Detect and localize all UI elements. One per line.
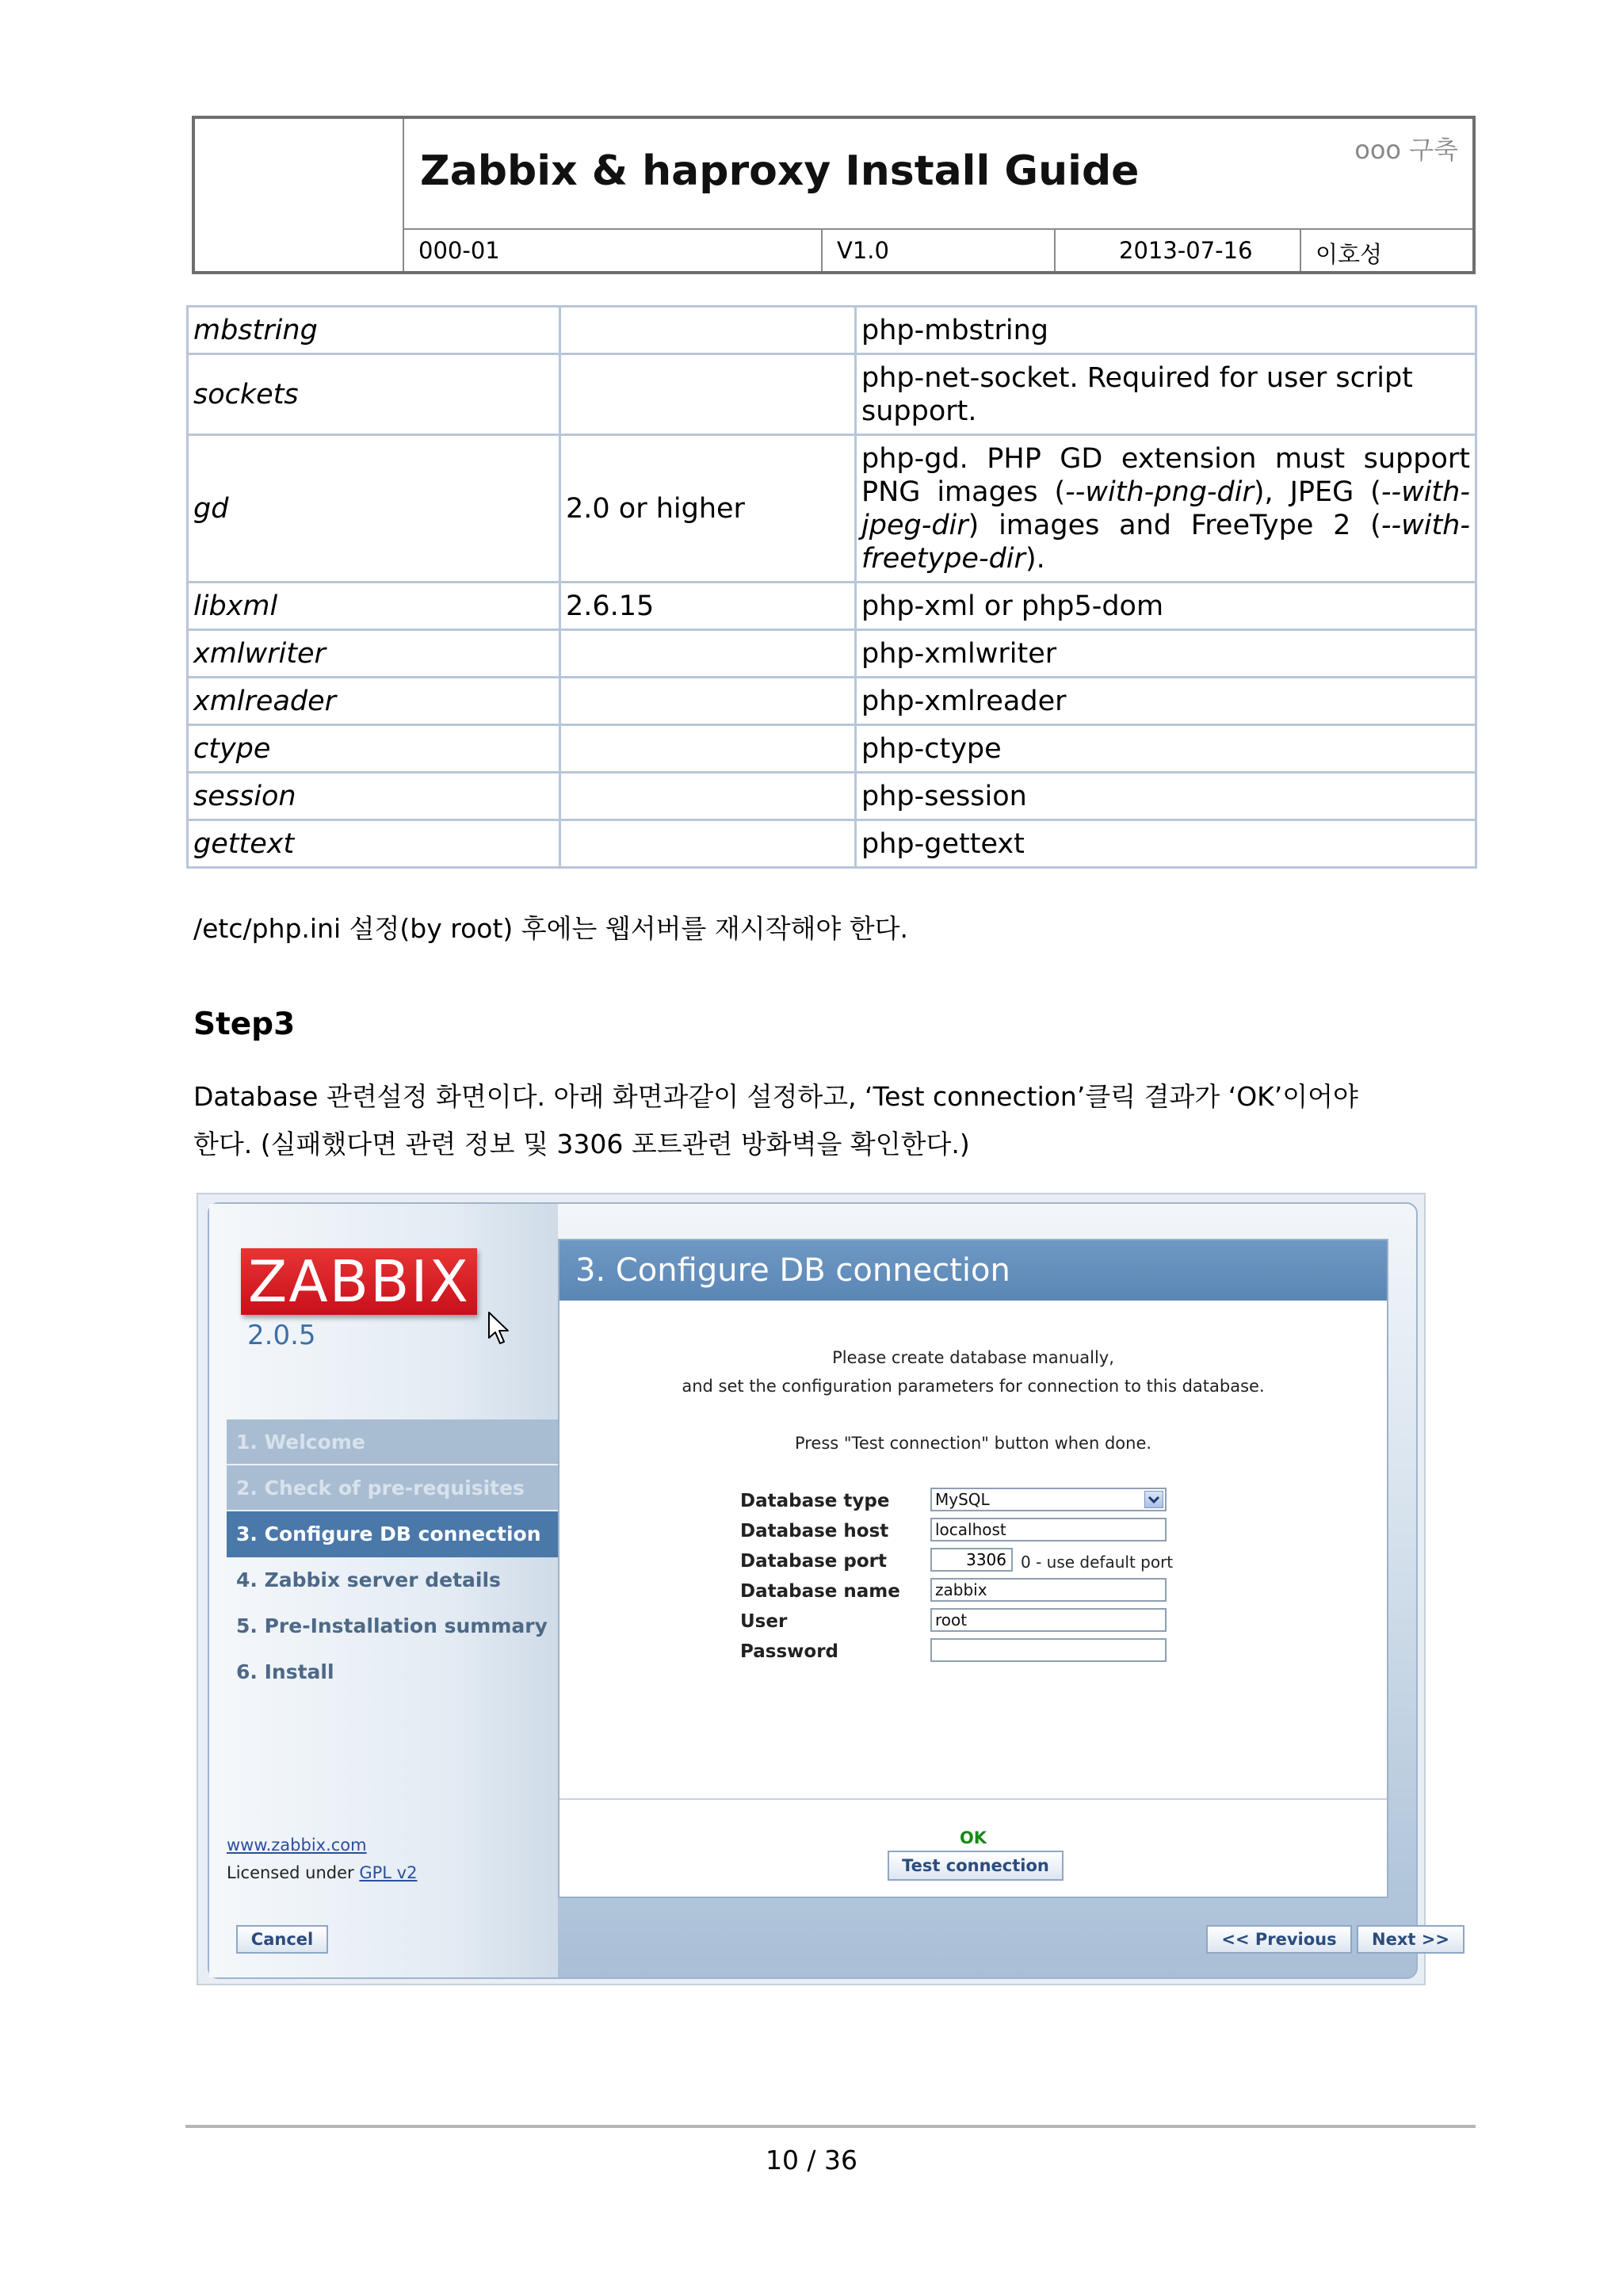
doc-version: V1.0 xyxy=(823,230,1056,271)
db-name-input[interactable]: zabbix xyxy=(930,1578,1167,1602)
package-name: ctype xyxy=(188,725,560,773)
table-row xyxy=(188,678,1476,725)
content-title: 3. Configure DB connection xyxy=(559,1240,1387,1301)
package-version xyxy=(560,773,856,820)
chevron-down-icon[interactable] xyxy=(1144,1491,1163,1508)
package-name: xmlwriter xyxy=(188,630,560,678)
header-meta-row xyxy=(404,228,1472,271)
package-version xyxy=(560,725,856,773)
intro-line-3: Press "Test connection" button when done. xyxy=(794,1434,1152,1453)
document-header xyxy=(192,116,1476,274)
installer-steps xyxy=(227,1419,558,1695)
db-name-label: Database name xyxy=(740,1581,900,1602)
footer-divider xyxy=(185,2125,1476,2128)
step-configure-db[interactable]: 3. Configure DB connection xyxy=(227,1511,558,1557)
step-welcome[interactable]: 1. Welcome xyxy=(227,1419,558,1465)
package-version xyxy=(560,678,856,725)
package-desc: php-session xyxy=(856,773,1476,820)
package-desc: php-gettext xyxy=(856,820,1476,868)
package-version xyxy=(560,820,856,868)
package-version: 2.0 or higher xyxy=(560,435,856,583)
mouse-cursor-icon xyxy=(487,1311,510,1346)
db-port-hint: 0 - use default port xyxy=(1021,1553,1174,1572)
step-server-details[interactable]: 4. Zabbix server details xyxy=(236,1568,501,1591)
connection-status: OK xyxy=(959,1828,987,1847)
table-row xyxy=(188,583,1476,630)
zabbix-version: 2.0.5 xyxy=(247,1320,316,1351)
package-desc: php-net-socket. Required for user script support. xyxy=(856,354,1476,435)
package-name: gettext xyxy=(188,820,560,868)
package-version xyxy=(560,307,856,354)
package-desc: php-ctype xyxy=(856,725,1476,773)
intro-line-2: and set the configuration parameters for connection to this database. xyxy=(682,1377,1265,1396)
next-button[interactable]: Next >> xyxy=(1357,1925,1465,1954)
db-type-label: Database type xyxy=(740,1491,890,1511)
content-divider xyxy=(559,1798,1387,1800)
db-host-label: Database host xyxy=(740,1521,889,1541)
package-name: mbstring xyxy=(188,307,560,354)
db-user-input[interactable]: root xyxy=(930,1608,1167,1632)
test-connection-button[interactable]: Test connection xyxy=(888,1851,1064,1881)
db-user-label: User xyxy=(740,1611,788,1632)
package-name: xmlreader xyxy=(188,678,560,725)
package-version xyxy=(560,354,856,435)
requirements-table xyxy=(186,305,1477,869)
table-row xyxy=(188,435,1476,583)
db-password-input[interactable] xyxy=(930,1638,1167,1662)
package-desc: php-gd. PHP GD extension must support PNG images (--with-png-dir), JPEG (--with-jpeg-dir) images and FreeType 2 (--with-freetype-dir). xyxy=(856,435,1476,583)
db-type-select[interactable]: MySQL xyxy=(930,1488,1167,1511)
installer-sidebar xyxy=(209,1204,558,1977)
package-desc: php-mbstring xyxy=(856,307,1476,354)
installer-window xyxy=(208,1202,1449,1979)
package-desc: php-xmlwriter xyxy=(856,630,1476,678)
package-desc: php-xml or php5-dom xyxy=(856,583,1476,630)
header-logo-cell xyxy=(195,119,404,271)
package-name: gd xyxy=(188,435,560,583)
project-name: ooo 구축 xyxy=(1354,135,1458,165)
doc-author: 이호성 xyxy=(1316,241,1383,268)
package-name: session xyxy=(188,773,560,820)
restart-note: /etc/php.ini 설정(by root) 후에는 웹서버를 재시작해야 한다. xyxy=(193,913,909,944)
doc-id: 000-01 xyxy=(404,230,823,271)
table-row xyxy=(188,630,1476,678)
package-desc: php-xmlreader xyxy=(856,678,1476,725)
step-heading: Step3 xyxy=(193,1007,296,1042)
db-port-input[interactable]: 3306 xyxy=(930,1548,1013,1572)
license-text: Licensed under GPL v2 xyxy=(227,1863,418,1882)
zabbix-logo: ZABBIX xyxy=(241,1248,477,1315)
cancel-button[interactable]: Cancel xyxy=(236,1925,328,1954)
doc-date: 2013-07-16 xyxy=(1056,230,1301,271)
package-version: 2.6.15 xyxy=(560,583,856,630)
package-version xyxy=(560,630,856,678)
table-row xyxy=(188,354,1476,435)
table-row xyxy=(188,725,1476,773)
intro-line-1: Please create database manually, xyxy=(832,1348,1114,1367)
db-port-label: Database port xyxy=(740,1551,888,1572)
package-name: sockets xyxy=(188,354,560,435)
previous-button[interactable]: << Previous xyxy=(1206,1925,1352,1954)
zabbix-website-link[interactable]: www.zabbix.com xyxy=(227,1836,367,1855)
step-paragraph-line-2: 한다. (실패했다면 관련 정보 및 3306 포트관련 방화벽을 확인한다.) xyxy=(193,1129,970,1159)
table-row xyxy=(188,307,1476,354)
step-paragraph-line-1: Database 관련설정 화면이다. 아래 화면과같이 설정하고, ‘Test connection’클릭 결과가 ‘OK’이어야 xyxy=(193,1081,1358,1112)
db-password-label: Password xyxy=(740,1641,838,1662)
table-row xyxy=(188,773,1476,820)
installer-content xyxy=(558,1239,1388,1898)
db-host-input[interactable]: localhost xyxy=(930,1518,1167,1541)
zabbix-installer-screenshot xyxy=(197,1193,1449,1985)
gpl-link[interactable]: GPL v2 xyxy=(359,1863,418,1882)
package-name: libxml xyxy=(188,583,560,630)
table-row xyxy=(188,820,1476,868)
step-pre-install-summary[interactable]: 5. Pre-Installation summary xyxy=(236,1614,548,1637)
page-number: 10 / 36 xyxy=(765,2145,858,2176)
step-install[interactable]: 6. Install xyxy=(236,1660,334,1683)
step-prerequisites[interactable]: 2. Check of pre-requisites xyxy=(227,1465,558,1511)
document-title: Zabbix & haproxy Install Guide xyxy=(420,147,1140,195)
